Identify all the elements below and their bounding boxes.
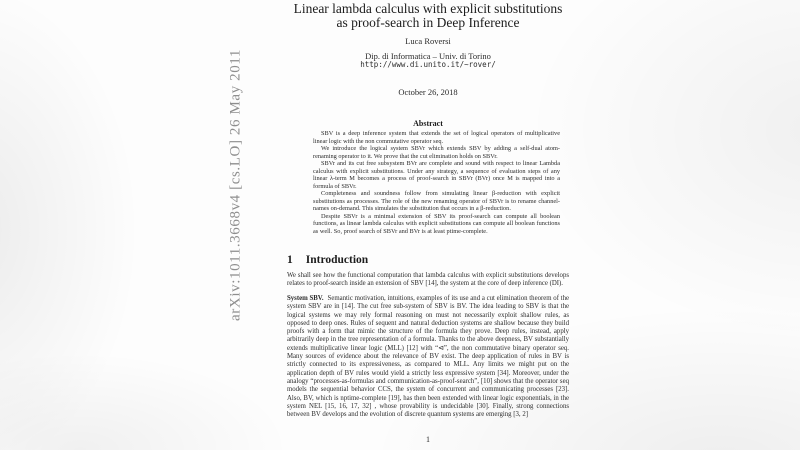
- section-title: Introduction: [305, 254, 369, 266]
- title-line-2: as proof-search in Deep Inference: [336, 14, 520, 30]
- paper-title: [287, 2, 569, 30]
- author-name: Luca Roversi: [405, 36, 451, 46]
- system-sbv-paragraph: [287, 295, 569, 419]
- section-heading: [287, 254, 368, 266]
- paper-page: [287, 0, 569, 450]
- abstract-paragraph: SBVr and its cut free subsystem BVr are complete and sound with respect to linear Lambda calculus with explicit substitutions. Under any strategy, a sequence of evaluation steps of any linear λ-term M becomes a process of proof-search in SBVr (BVr) once M is mapped into a formula of SBVr.: [313, 160, 560, 190]
- abstract-paragraph: We introduce the logical system SBVr which extends SBV by adding a self-dual atom-renaming operator to it. We prove that the cut elimination holds on SBVr.: [313, 145, 560, 160]
- title-line-1: Linear lambda calculus with explicit substitutions: [293, 1, 563, 16]
- paper-date: October 26, 2018: [398, 87, 458, 97]
- arxiv-stamp: arXiv:1011.3668v4 [cs.LO] 26 May 2011: [227, 49, 244, 321]
- abstract-paragraph: SBV is a deep inference system that extends the set of logical operators of multiplicative linear logic with the non commutative operator seq.: [313, 130, 560, 145]
- system-sbv-lead: System SBV.: [287, 295, 324, 302]
- page-number: 1: [426, 435, 430, 444]
- abstract-paragraph: Completeness and soundness follow from simulating linear β-reduction with explicit substitutions as processes. The role of the new renaming operator of SBVr is to rename channel-names on-demand. This simulates the substitution that occurs in a β-reduction.: [313, 190, 560, 212]
- abstract-heading: Abstract: [413, 119, 443, 128]
- section-number: 1: [287, 254, 293, 266]
- homepage-url: http://www.di.unito.it/~rover/: [360, 60, 496, 69]
- abstract-paragraph: Despite SBVr is a minimal extension of SBV its proof-search can compute all boolean functions, as linear lambda calculus with explicit substitutions can compute all boolean functions as well. So, proof search of SBVr and BVr is at least ptime-complete.: [313, 212, 560, 235]
- intro-paragraph: We shall see how the functional computation that lambda calculus with explicit substitutions develops relates to proof-search inside an extension of SBV [14], the system at the core of deep inference (DI).: [287, 272, 569, 288]
- abstract-body: [313, 130, 560, 235]
- affiliation: Dip. di Informatica – Univ. di Torino: [365, 51, 491, 61]
- system-sbv-text: Semantic motivation, intuitions, examples of its use and a cut elimination theorem of the system SBV are in [14]. The cut free sub-system of SBV is BV. The idea leading to SBV is that the logical systems we may rely formal reasoning on must not necessarily exploit shallow rules, as opposed to deep ones. Rules of sequent and natural deduction systems are shallow because they build proofs with a form that mimic the structure of the formula they prove. Deep rules, instead, apply arbitrarily deep in the tree representation of a formula. Thanks to the above deepness, BV substantially extends multiplicative linear logic (MLL) [12] with “⊲”, the non commutative binary operator seq. Many sources of evidence about the relevance of BV exist. The deep application of rules in BV is strictly connected to its expressiveness, as compared to MLL. Any limits we might put on the application depth of BV rules would yield a strictly less expressive system [34]. Moreover, under the analogy “processes-as-formulas and communication-as-proof-search”, [10] shows that the operator seq models the sequential behavior CCS, the system of concurrent and communicating processes [23]. Also, BV, which is nptime-complete [19], has then been extended with linear logic exponentials, in the system NEL [15, 16, 17, 32] , whose provability is undecidable [30]. Finally, strong connections between BV develops and the evolution of discrete quantum systems are emerging [3, 2]: [287, 295, 569, 419]
